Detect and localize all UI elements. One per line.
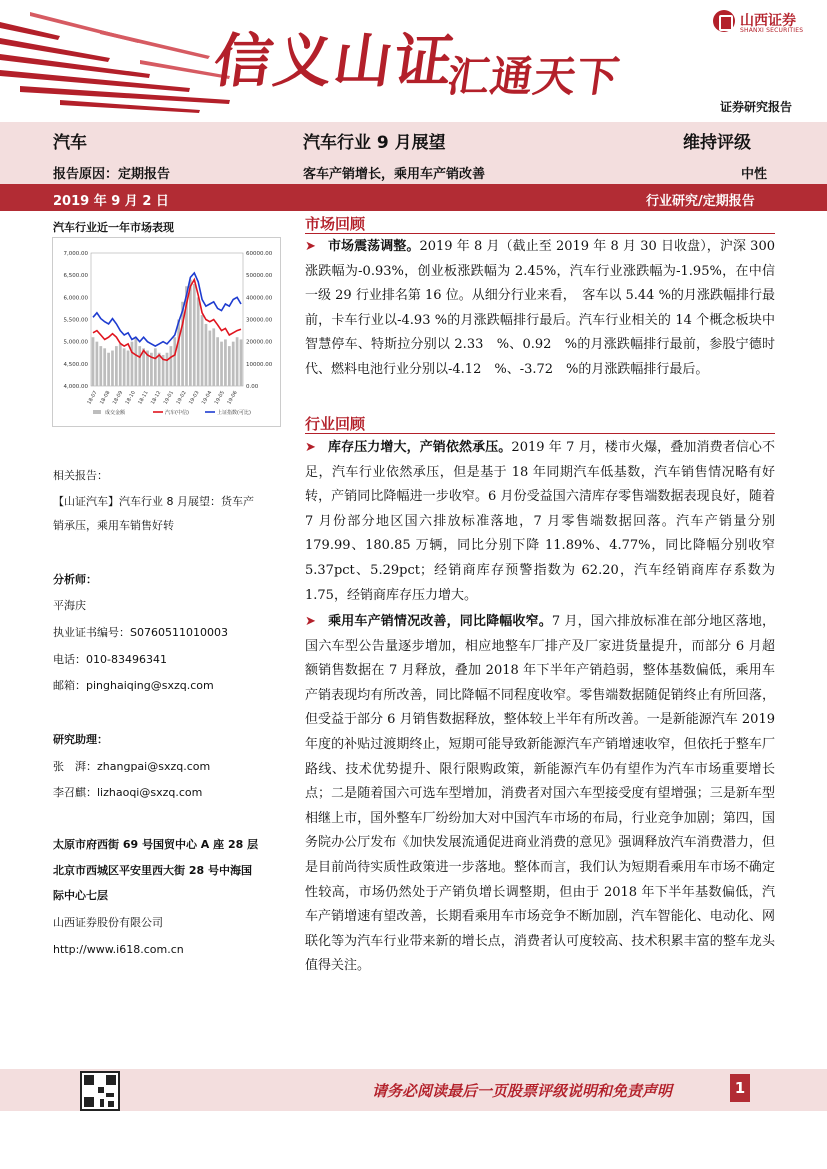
x-axis-tick: 18-09 [111, 390, 125, 406]
x-axis-tick: 18-08 [98, 390, 112, 406]
left-axis-tick: 4,500.00 [63, 361, 88, 368]
right-axis-tick: 10000.00 [246, 361, 273, 368]
legend-label: 上证指数(可比) [217, 410, 251, 416]
decorative-stripes [0, 0, 240, 120]
left-axis-tick: 6,500.00 [63, 273, 88, 280]
paragraph-text: 2019 年 8 月（截止至 2019 年 8 月 30 日收盘），沪深 300 涨跌幅为-0.93%，创业板涨跌幅为 2.45%，汽车行业涨跌幅为-1.95%，在中信一级 29 行业排名第 16 位。从细分行业来看， 客车以 5.44 %的月涨跌幅排行最前，卡车行业以-4.93 %的月涨跌幅排行最后。汽车行业相关的 14 个概念板块中智慧停车、特斯拉分别以 2.33 %、0.92 %的月涨跌幅排行最前，参股宁德时代、燃料电池行业分别以-4.12 %、-3.72 %的月涨跌幅排行最后。 [305, 239, 775, 377]
volume-bar [96, 342, 99, 386]
industry-label: 汽车 [53, 133, 87, 153]
logo-mark-icon [713, 10, 735, 32]
volume-bar [134, 337, 137, 386]
volume-bar [138, 346, 141, 386]
company-logo [713, 10, 813, 36]
volume-bar [216, 337, 219, 386]
paragraph-lead: 库存压力增大，产销依然承压。 [327, 440, 512, 455]
chart-title: 汽车行业近一年市场表现 [53, 221, 174, 234]
left-axis-tick: 6,000.00 [63, 295, 88, 302]
legend-label: 汽车(中信) [165, 410, 189, 416]
paragraph-text: 2019 年 7 月，楼市火爆，叠加消费者信心不足，汽车行业依然承压，但是基于 18 年同期汽车低基数，汽车销售情况略有好转，产销同比降幅进一步收窄。6 月份受益国六清库存零售端数据表现良好，随着 7 月份部分地区国六排放标准落地，7 月零售端数据回落。汽车产销量分别 179.99、180.85 万辆，同比分别下降 11.89%、4.77%，同比降幅分别收窄 5.37pct、5.29pct；经销商库存预警指数为 62.20，汽车经销商库存系数为 1.75，经销商库存压力增大。 [305, 440, 775, 603]
paragraph-text: 7 月，国六排放标准在部分地区落地，国六车型公告量逐步增加，相应地整车厂排产及厂家进货量提升，而部分 6 月超额销售数据在 7 月释放，叠加 2018 年下半年产销趋弱，整体基数偏低，乘用车产销表现均有所改善，同比降幅不同程度收窄。零售端数据随促销终止有所回落，但受益于部分 6 月销售数据释放，整体较上半年有所改善。一是新能源汽车 2019 年度的补贴过渡期终止，短期可能导致新能源汽车产销增速收窄，但依托于整车厂路线、技术优势提升、限行限购政策，新能源汽车仍有望作为汽车市场重要增长点；二是随着国六可选车型增加，消费者对国六车型接受度有望增强；三是新车型相继上市，国外整车厂纷纷加大对中国汽车市场的布局，行业竞争加剧；第四，国务院办公厅发布《加快发展流通促进商业消费的意见》强调释放汽车消费潜力，但是目前尚待实质性政策进一步落地。整体而言，我们认为短期看乘用车市场不确定性较高，市场仍然处于产销负增长调整期，但由于 2018 年下半年基数偏低，汽车产销增速有望改善，长期看乘用车市场竞争不断加剧，汽车智能化、电动化、网联化等为汽车行业带来新的增长点，消费者认可度较高、技术积累丰富的整车龙头值得关注。 [305, 614, 775, 974]
volume-bar [177, 320, 180, 387]
volume-bar [111, 351, 114, 386]
volume-bar [92, 337, 95, 386]
volume-bar [131, 342, 134, 386]
arrow-bullet-icon: ➤ [305, 440, 316, 455]
volume-bar [103, 348, 106, 386]
analyst-license: 执业证书编号：S0760511010003 [53, 626, 228, 639]
volume-bar [240, 339, 243, 386]
left-axis-tick: 4,000.00 [63, 384, 88, 390]
rating-label: 维持评级 [683, 133, 751, 153]
x-axis-tick: 18-10 [124, 390, 137, 406]
report-subtitle: 客车产销增长，乘用车产销改善 [303, 167, 486, 182]
volume-bar [189, 280, 192, 386]
arrow-bullet-icon: ➤ [305, 614, 316, 629]
volume-bar [127, 351, 130, 386]
x-axis-tick: 19-01 [162, 390, 176, 406]
volume-bar [158, 353, 161, 386]
x-axis-tick: 19-05 [213, 390, 227, 406]
legend-swatch [93, 410, 101, 414]
company-website[interactable]: http://www.i618.com.cn [53, 943, 184, 956]
right-axis-tick: 0.00 [246, 384, 259, 390]
report-type: 证券研究报告 [720, 100, 793, 114]
volume-bar [232, 342, 235, 386]
related-report-line2[interactable]: 销承压，乘用车销售好转 [53, 519, 174, 532]
volume-bar [236, 337, 239, 386]
company-name: 山西证券股份有限公司 [53, 916, 163, 929]
right-axis-tick: 60000.00 [246, 251, 273, 257]
slogan-sub: 汇通天下 [444, 52, 624, 101]
assistant-2[interactable]: 李召麒：lizhaoqi@sxzq.com [53, 786, 203, 799]
x-axis-tick: 19-06 [226, 390, 239, 406]
volume-bar [123, 348, 126, 386]
volume-bar [228, 346, 231, 386]
x-axis-tick: 19-02 [175, 390, 188, 406]
report-category: 行业研究/定期报告 [646, 194, 755, 209]
volume-bar [212, 328, 215, 386]
analyst-label: 分析师： [53, 573, 97, 586]
assistant-label: 研究助理： [53, 733, 108, 746]
volume-bar [220, 342, 223, 386]
analyst-name: 平海庆 [53, 599, 86, 612]
volume-bar [197, 297, 200, 386]
right-axis-tick: 50000.00 [246, 273, 273, 280]
x-axis-tick: 18-07 [86, 390, 99, 406]
header-banner [0, 0, 827, 122]
volume-bar [205, 324, 208, 386]
volume-bar [166, 353, 169, 386]
report-reason: 报告原因：定期报告 [53, 167, 171, 182]
volume-bar [107, 353, 110, 386]
analyst-phone: 电话：010-83496341 [53, 653, 167, 666]
paragraph-passenger [305, 610, 775, 979]
related-report-line1[interactable]: 【山证汽车】汽车行业 8 月展望：货车产 [53, 495, 254, 508]
related-label: 相关报告： [53, 469, 108, 482]
assistant-1[interactable]: 张 湃：zhangpai@sxzq.com [53, 760, 211, 773]
disclaimer-note: 请务必阅读最后一页股票评级说明和免责声明 [372, 1082, 673, 1100]
left-axis-tick: 5,000.00 [63, 339, 88, 346]
section-title-industry: 行业回顾 [305, 415, 366, 433]
logo-name-en: SHANXI SECURITIES [740, 27, 804, 34]
address-beijing-line1: 北京市西城区平安里西大街 28 号中海国 [53, 864, 252, 877]
page-number: 1 [730, 1074, 750, 1102]
x-axis-tick: 18-11 [137, 390, 150, 406]
volume-bar [142, 348, 145, 386]
slogan-main: 信义山证 [209, 27, 460, 95]
rating-value: 中性 [741, 167, 768, 182]
qr-code-icon [80, 1071, 120, 1111]
x-axis-tick: 18-12 [149, 390, 163, 406]
paragraph-market [305, 235, 775, 383]
x-axis-tick: 19-03 [188, 390, 201, 406]
volume-bar [119, 344, 122, 386]
arrow-bullet-icon: ➤ [305, 239, 316, 254]
legend-label: 成交金额 [105, 410, 126, 416]
volume-bar [115, 346, 118, 386]
market-chart [52, 237, 281, 427]
report-date: 2019 年 9 月 2 日 [53, 194, 169, 209]
paragraph-industry [305, 436, 775, 608]
report-title: 汽车行业 9 月展望 [303, 133, 446, 153]
section-divider [305, 433, 775, 434]
logo-name: 山西证券 [740, 13, 796, 29]
left-axis-tick: 5,500.00 [63, 317, 88, 324]
volume-bar [208, 331, 211, 386]
analyst-email[interactable]: 邮箱：pinghaiqing@sxzq.com [53, 679, 214, 692]
volume-bar [154, 348, 157, 386]
date-bar [0, 184, 827, 211]
volume-bar [201, 315, 204, 386]
address-taiyuan: 太原市府西街 69 号国贸中心 A 座 28 层 [53, 838, 259, 851]
market-chart-svg [53, 238, 282, 428]
right-axis-tick: 40000.00 [246, 295, 273, 302]
volume-bar [99, 346, 102, 386]
volume-bar [173, 337, 176, 386]
volume-bar [193, 284, 196, 386]
paragraph-lead: 市场震荡调整。 [327, 239, 420, 254]
right-axis-tick: 20000.00 [246, 339, 273, 346]
right-axis-tick: 30000.00 [246, 317, 273, 324]
address-beijing-line2: 际中心七层 [53, 889, 108, 902]
volume-bar [224, 339, 227, 386]
left-axis-tick: 7,000.00 [63, 251, 88, 257]
x-axis-tick: 19-04 [200, 390, 214, 406]
section-title-market: 市场回顾 [305, 215, 366, 233]
section-divider [305, 233, 775, 234]
volume-bar [170, 346, 173, 386]
paragraph-lead: 乘用车产销情况改善，同比降幅收窄。 [327, 614, 552, 629]
header-band [0, 122, 827, 184]
